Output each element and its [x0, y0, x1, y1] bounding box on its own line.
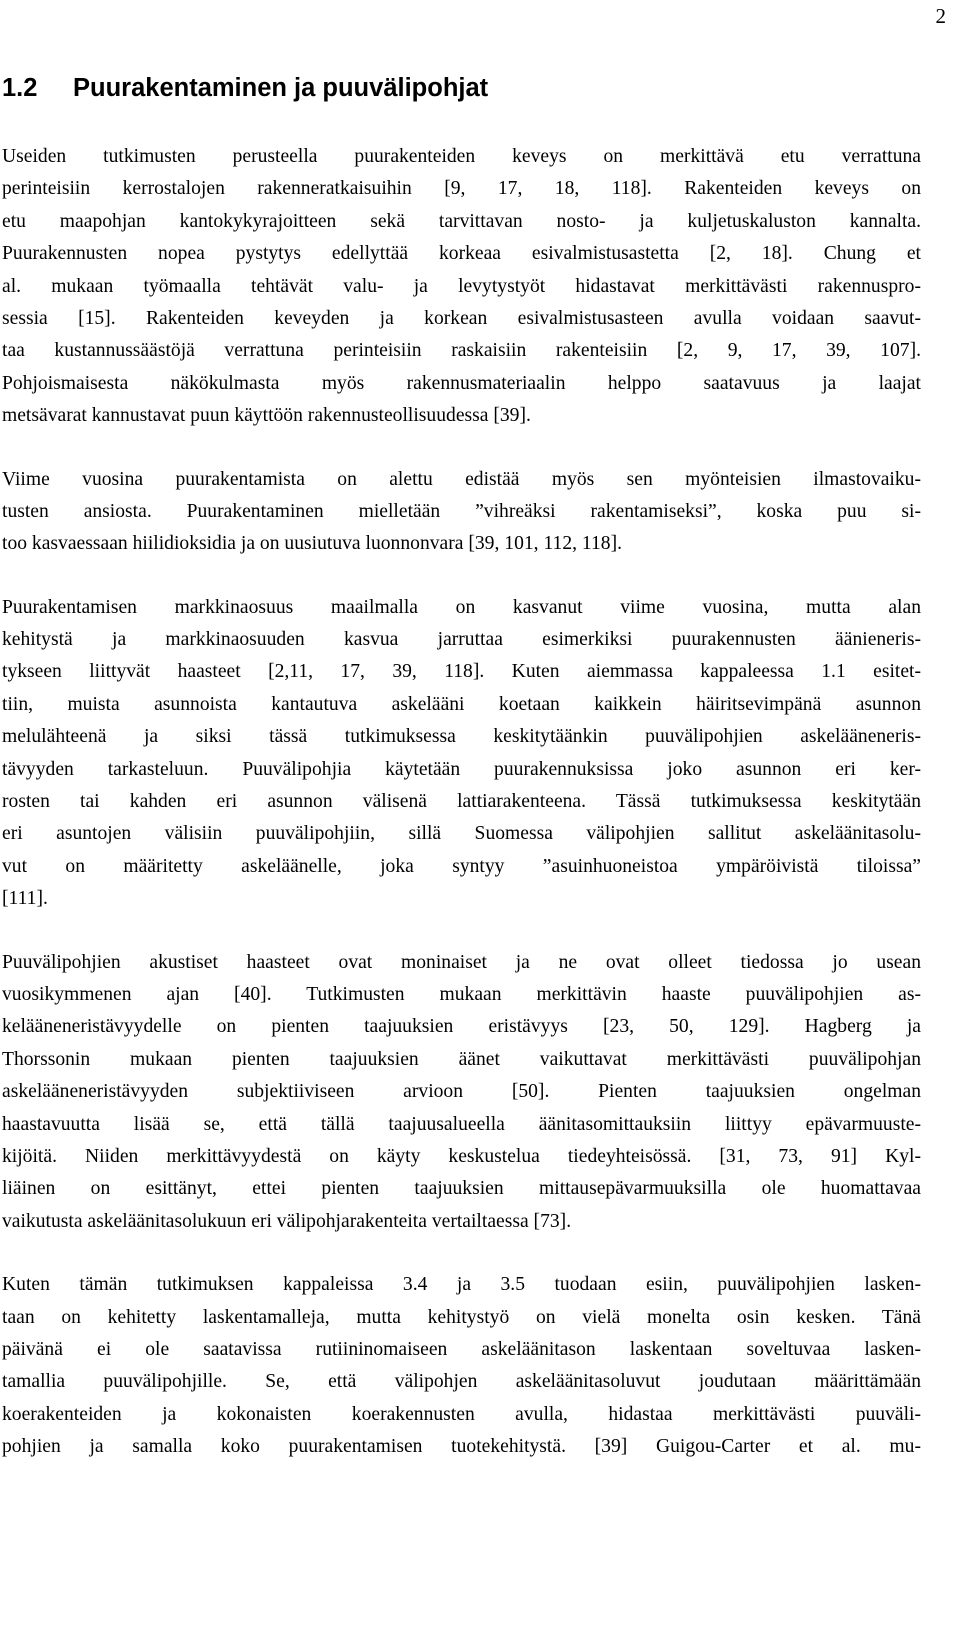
text-line: Puuvälipohjien akustiset haasteet ovat moninaiset ja ne ovat olleet tiedossa jo usean — [2, 951, 921, 973]
text-line: perinteisiin kerrostalojen rakenneratkaisuihin [9, 17, 18, 118]. Rakenteiden keveys on — [2, 178, 921, 200]
text-line: kijöitä. Niiden merkittävyydestä on käyty keskustelua tiedeyhteisössä. [31, 73, 91] Kyl- — [2, 1145, 921, 1167]
paragraph — [2, 141, 921, 433]
text-line: koerakenteiden ja kokonaisten koerakennusten avulla, hidastaa merkittävästi puuväli- — [2, 1403, 921, 1425]
section-title: Puurakentaminen ja puuvälipohjat — [73, 74, 489, 102]
page-number: 2 — [935, 4, 946, 28]
text-line: rosten tai kahden eri asunnon välisenä lattiarakenteena. Tässä tutkimuksessa keskitytään — [2, 791, 921, 813]
text-line: vuosikymmenen ajan [40]. Tutkimusten mukaan merkittävin haaste puuvälipohjien as- — [2, 983, 921, 1005]
text-line: askelääneneristävyyden subjektiiviseen arvioon [50]. Pienten taajuuksien ongelman — [2, 1081, 921, 1103]
paragraph — [2, 464, 921, 561]
text-line: Puurakennusten nopea pystytys edellyttää korkeaa esivalmistusastetta [2, 18]. Chung et — [2, 243, 921, 265]
text-line: [111]. — [2, 888, 48, 910]
text-line: Puurakentamisen markkinaosuus maailmalla on kasvanut viime vuosina, mutta alan — [2, 596, 921, 618]
text-line: metsävarat kannustavat puun käyttöön rakennusteollisuudessa [39]. — [2, 405, 531, 427]
text-line: haastavuutta lisää se, että tällä taajuusalueella äänitasomittauksiin liittyy epävarmuuste- — [2, 1113, 921, 1135]
text-line: Viime vuosina puurakentamista on alettu edistää myös sen myönteisien ilmastovaiku- — [2, 468, 921, 490]
text-line: sessia [15]. Rakenteiden keveyden ja korkean esivalmistusasteen avulla voidaan saavut- — [2, 307, 921, 329]
text-line: päivänä ei ole saatavissa rutiininomaiseen askeläänitason laskentaan soveltuvaa lasken- — [2, 1338, 921, 1360]
text-line: eri asuntojen välisiin puuvälipohjiin, sillä Suomessa välipohjien sallitut askeläänitasolu- — [2, 823, 921, 845]
text-line: taan on kehitetty laskentamalleja, mutta kehitystyö on vielä monelta osin kesken. Tänä — [2, 1306, 921, 1328]
text-line: Thorssonin mukaan pienten taajuuksien äänet vaikuttavat merkittävästi puuvälipohjan — [2, 1048, 921, 1070]
text-line: taa kustannussäästöjä verrattuna perinteisiin raskaisiin rakenteisiin [2, 9, 17, 39, 107]. — [2, 340, 921, 362]
text-line: tykseen liittyvät haasteet [2,11, 17, 39, 118]. Kuten aiemmassa kappaleessa 1.1 esitet- — [2, 661, 921, 683]
text-line: Useiden tutkimusten perusteella puurakenteiden keveys on merkittävä etu verrattuna — [2, 146, 921, 167]
text-line: too kasvaessaan hiilidioksidia ja on uusiutuva luonnonvara [39, 101, 112, 118]. — [2, 533, 623, 555]
text-line: tamallia puuvälipohjille. Se, että välipohjen askeläänitasoluvut joudutaan määrittämään — [2, 1371, 921, 1393]
text-line: tiin, muista asunnoista kantautuva askelääni koetaan kaikkein häiritsevimpänä asunnon — [2, 693, 921, 715]
text-line: etu maapohjan kantokykyrajoitteen sekä tarvittavan nosto- ja kuljetuskaluston kannalta. — [2, 210, 921, 232]
section-number: 1.2 — [2, 74, 38, 102]
text-line: melulähteenä ja siksi tässä tutkimuksessa keskitytäänkin puuvälipohjien askelääneneris- — [2, 726, 921, 748]
text-line: liäinen on esittänyt, ettei pienten taajuuksien mittausepävarmuuksilla ole huomattavaa — [2, 1178, 921, 1200]
text-line: pohjien ja samalla koko puurakentamisen tuotekehitystä. [39] Guigou-Carter et al. mu- — [2, 1436, 921, 1458]
text-line: vaikutusta askeläänitasolukuun eri välipohjarakenteita vertailtaessa [73]. — [2, 1210, 572, 1232]
text-line: tävyyden tarkasteluun. Puuvälipohjia käytetään puurakennuksissa joko asunnon eri ker- — [2, 758, 921, 780]
paragraph — [2, 592, 921, 916]
paragraph — [2, 1269, 921, 1463]
text-line: Kuten tämän tutkimuksen kappaleissa 3.4 ja 3.5 tuodaan esiin, puuvälipohjien lasken- — [2, 1274, 921, 1296]
text-line: Pohjoismaisesta näkökulmasta myös rakennusmateriaalin helppo saatavuus ja laajat — [2, 372, 921, 394]
text-line: tusten ansiosta. Puurakentaminen mielletään ”vihreäksi rakentamiseksi”, koska puu si- — [2, 500, 921, 522]
text-line: al. mukaan työmaalla tehtävät valu- ja levytystyöt hidastavat merkittävästi rakennuspro- — [2, 275, 921, 297]
paragraph — [2, 947, 921, 1239]
body-text — [2, 141, 921, 1494]
text-line: kelääneneristävyydelle on pienten taajuuksien eristävyys [23, 50, 129]. Hagberg ja — [2, 1016, 921, 1038]
section-heading — [2, 72, 488, 104]
text-line: vut on määritetty askeläänelle, joka syntyy ”asuinhuoneistoa ympäröivistä tiloissa” — [2, 855, 921, 877]
text-line: kehitystä ja markkinaosuuden kasvua jarruttaa esimerkiksi puurakennusten äänieneris- — [2, 629, 921, 651]
